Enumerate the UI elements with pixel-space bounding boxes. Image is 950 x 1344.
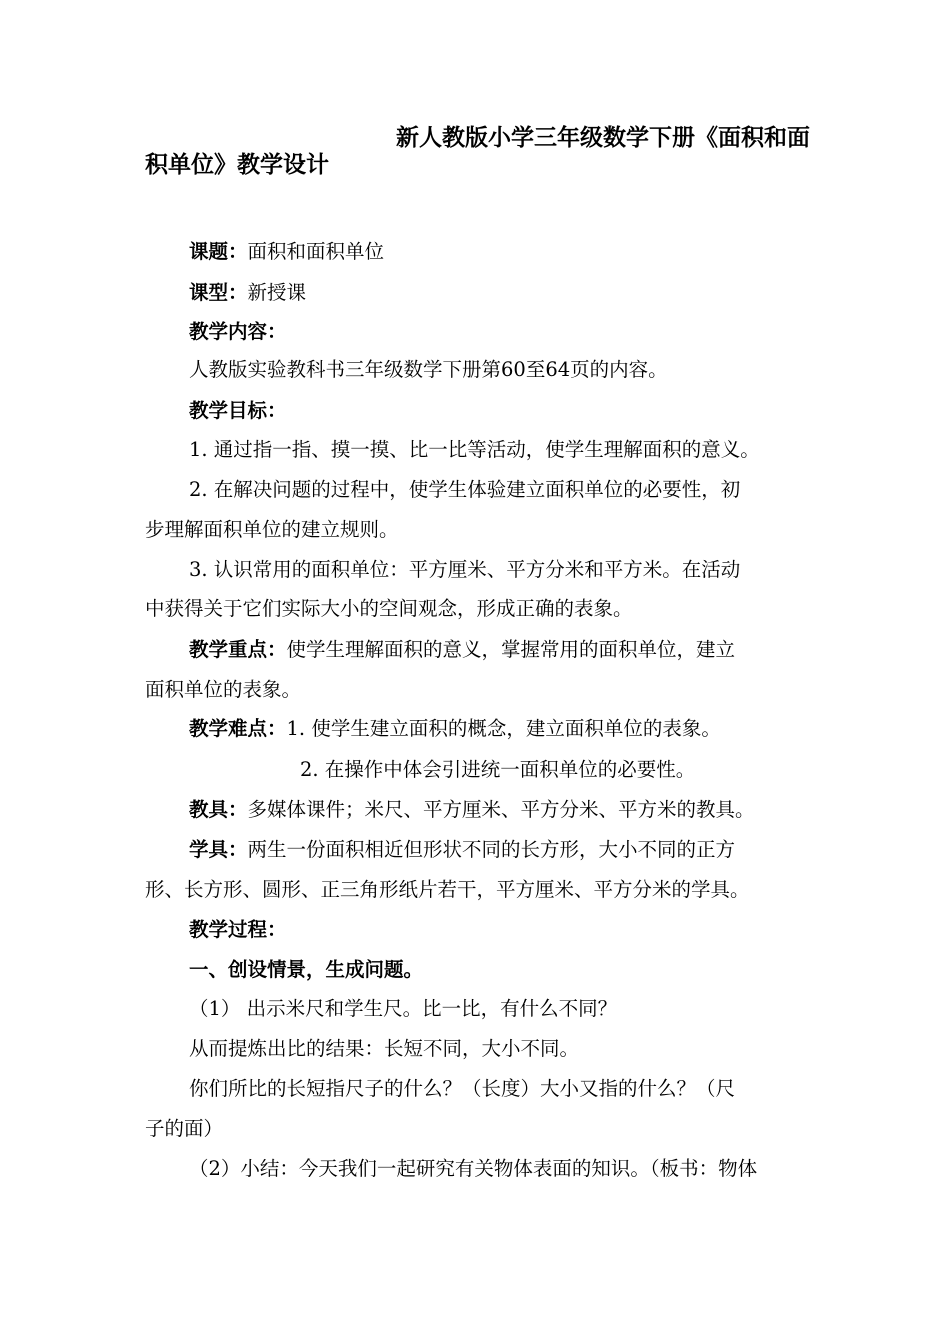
subject-line [145,238,854,266]
learning-aids-line [145,836,854,864]
doc-title-line2: 积单位》教学设计 [145,152,329,178]
section-heading: 教学内容： [189,320,287,343]
field-label: 课型： [189,281,248,304]
paragraph-line: 你们所比的长短指尺子的什么？（长度）大小又指的什么？（尺 [189,1077,736,1100]
paragraph-line: 面积单位的表象。 [145,678,302,701]
section-heading: 教学过程： [189,918,287,941]
paragraph-line: 2. 在解决问题的过程中，使学生体验建立面积单位的必要性，初 [189,478,741,501]
paragraph-line: 从而提炼出比的结果：长短不同，大小不同。 [189,1037,580,1060]
field-label: 教具： [189,798,248,821]
goals-heading [145,397,854,425]
field-label: 教学重点： [189,638,287,661]
field-value: 新授课 [247,281,307,304]
paragraph-line: 中获得关于它们实际大小的空间观念，形成正确的表象。 [145,597,633,620]
doc-title-line1: 新人教版小学三年级数学下册《面积和面 [396,125,810,151]
section-heading: 教学目标： [189,399,287,422]
field-value: 两生一份面积相近但形状不同的长方形，大小不同的正方 [247,838,736,861]
paragraph-line: 步理解面积单位的建立规则。 [145,518,399,541]
teaching-aids-line [145,796,854,824]
field-label: 课题： [189,240,248,263]
paragraph-line: （2）小结：今天我们一起研究有关物体表面的知识。（板书：物体 [189,1157,758,1180]
field-value: 1. 使学生建立面积的概念，建立面积单位的表象。 [286,717,721,740]
paragraph-line: 2. 在操作中体会引进统一面积单位的必要性。 [300,758,696,781]
field-value: 使学生理解面积的意义，掌握常用的面积单位，建立 [286,638,736,661]
difficulties-line [145,715,854,743]
section-heading: 一、创设情景，生成问题。 [189,958,424,981]
paragraph-line: 人教版实验教科书三年级数学下册第60至64页的内容。 [189,358,668,381]
step-one-heading [145,956,854,984]
lesson-type-line [145,279,854,307]
field-label: 教学难点： [189,717,287,740]
paragraph-line: 形、长方形、圆形、正三角形纸片若干，平方厘米、平方分米的学具。 [145,878,750,901]
field-value: 面积和面积单位 [247,240,385,263]
paragraph-line: 子的面） [145,1117,224,1140]
paragraph-line: 3. 认识常用的面积单位：平方厘米、平方分米和平方米。在活动 [189,558,741,581]
paragraph-line: （1） 出示米尺和学生尺。比一比，有什么不同？ [189,997,618,1020]
field-value: 多媒体课件；米尺、平方厘米、平方分米、平方米的教具。 [247,798,755,821]
process-heading [145,916,854,944]
paragraph-line: 1. 通过指一指、摸一摸、比一比等活动，使学生理解面积的意义。 [189,438,760,461]
content-heading [145,318,854,346]
key-points-line [145,636,854,664]
field-label: 学具： [189,838,248,861]
